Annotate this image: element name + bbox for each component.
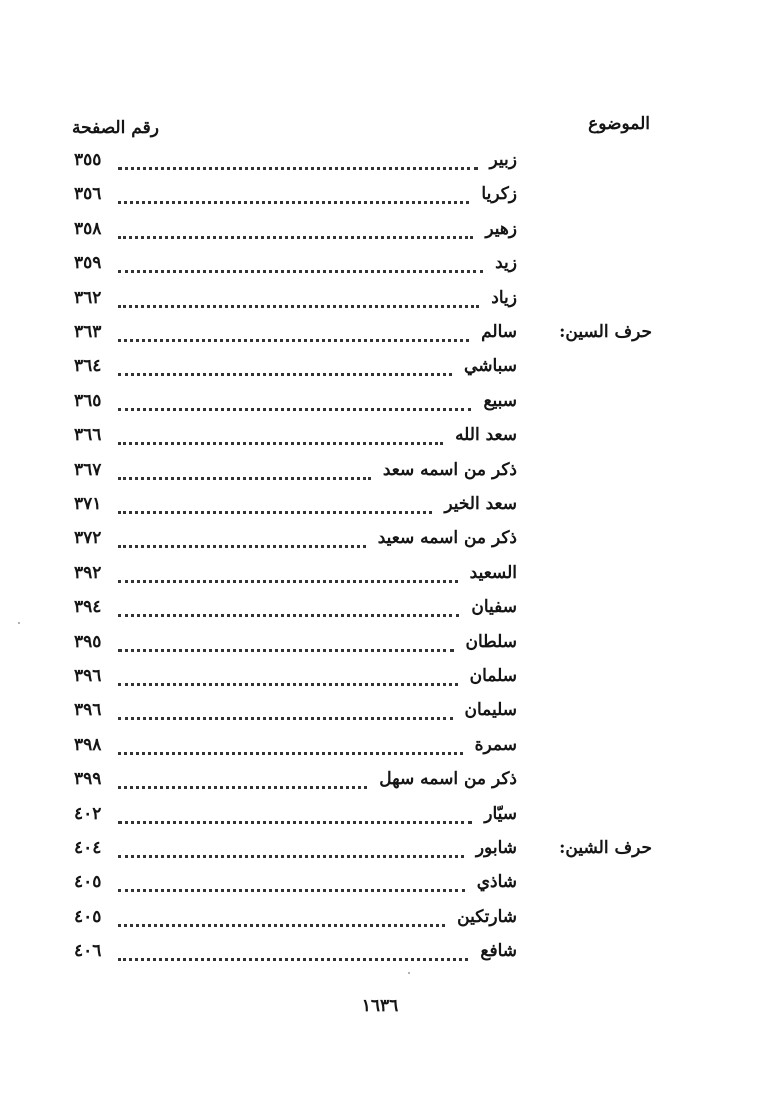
entry-page-number: ٤٠٦ — [74, 941, 102, 962]
toc-entry — [0, 937, 760, 971]
toc-entry — [0, 765, 760, 799]
dot-leader — [118, 958, 468, 961]
dot-leader — [118, 752, 463, 755]
dot-leader — [118, 305, 479, 308]
entry-page-number: ٣٩٨ — [74, 734, 102, 755]
dot-leader — [118, 201, 469, 204]
entry-page-number: ٣٦٤ — [74, 356, 102, 377]
toc-entry — [0, 524, 760, 558]
dot-leader — [118, 786, 367, 789]
toc-entry — [0, 146, 760, 180]
entry-title: سباشي — [464, 356, 517, 377]
toc-entry — [0, 834, 760, 868]
entry-title: زهير — [485, 218, 517, 239]
entry-page-number: ٤٠٤ — [74, 838, 102, 858]
dot-leader — [118, 442, 443, 445]
entry-page-number: ٣٥٩ — [74, 253, 102, 274]
dot-leader — [118, 683, 458, 686]
entry-page-number: ٣٥٨ — [74, 218, 102, 239]
scan-speck — [18, 622, 20, 624]
entry-page-number: ٣٩٢ — [74, 562, 102, 583]
entry-title: سيّار — [484, 803, 517, 824]
entry-title: شابور — [475, 838, 517, 858]
section-heading: حرف الشين: — [559, 838, 652, 858]
entry-title: ذكر من اسمه سعد — [382, 459, 517, 480]
toc-entry — [0, 318, 760, 352]
toc-entry — [0, 456, 760, 490]
toc-entry — [0, 490, 760, 524]
entry-title: سمرة — [474, 734, 517, 755]
entry-page-number: ٣٦٢ — [74, 287, 102, 308]
entry-page-number: ٣٥٦ — [74, 184, 102, 205]
dot-leader — [118, 339, 469, 342]
toc-entry — [0, 387, 760, 421]
dot-leader — [118, 924, 445, 927]
entry-title: شافع — [480, 941, 517, 962]
entry-page-number: ٣٩٩ — [74, 769, 102, 790]
dot-leader — [118, 821, 472, 824]
dot-leader — [118, 717, 453, 720]
dot-leader — [118, 889, 465, 892]
toc-entry — [0, 731, 760, 765]
entry-title: زيد — [495, 253, 517, 274]
entry-page-number: ٣٩٥ — [74, 631, 102, 652]
entry-page-number: ٣٩٦ — [74, 666, 102, 686]
entry-page-number: ٤٠٥ — [74, 872, 102, 893]
entry-title: سفيان — [471, 597, 517, 618]
entry-page-number: ٤٠٥ — [74, 906, 102, 927]
entry-title: سلطان — [465, 631, 517, 652]
entry-title: زكريا — [481, 184, 517, 205]
toc-entry — [0, 215, 760, 249]
toc-entry — [0, 662, 760, 696]
dot-leader — [118, 236, 473, 239]
toc-entry — [0, 903, 760, 937]
entry-page-number: ٣٧١ — [74, 494, 102, 514]
dot-leader — [118, 408, 471, 411]
toc-entry — [0, 352, 760, 386]
entry-page-number: ٣٧٢ — [74, 528, 102, 549]
entry-page-number: ٣٩٤ — [74, 597, 102, 618]
entry-title: سعد الله — [455, 425, 517, 446]
entry-title: سالم — [481, 322, 517, 342]
entry-title: ذكر من اسمه سهل — [379, 769, 517, 790]
entry-page-number: ٣٦٦ — [74, 425, 102, 446]
dot-leader — [118, 855, 464, 858]
entry-page-number: ٣٦٧ — [74, 459, 102, 480]
dot-leader — [118, 477, 371, 480]
dot-leader — [118, 511, 432, 514]
section-heading: حرف السين: — [559, 322, 652, 342]
toc-entry — [0, 593, 760, 627]
footer-page-number: ١٦٣٦ — [361, 996, 399, 1016]
toc-entry — [0, 628, 760, 662]
entry-title: سبيع — [483, 390, 517, 411]
toc-entry — [0, 284, 760, 318]
entry-title: سلمان — [469, 666, 517, 686]
toc-entry — [0, 559, 760, 593]
toc-entry — [0, 180, 760, 214]
toc-entry — [0, 868, 760, 902]
page-number-column-header: رقم الصفحة — [72, 118, 159, 138]
dot-leader — [118, 580, 458, 583]
topic-column-header: الموضوع — [588, 114, 650, 134]
entry-title: السعيد — [469, 562, 517, 583]
entry-title: شاذي — [476, 872, 517, 893]
dot-leader — [118, 373, 452, 376]
entry-page-number: ٤٠٢ — [74, 803, 102, 824]
entry-title: زبير — [489, 150, 517, 170]
dot-leader — [118, 649, 454, 652]
toc-entry — [0, 421, 760, 455]
dot-leader — [118, 270, 483, 273]
entry-page-number: ٣٦٥ — [74, 390, 102, 411]
entry-title: سعد الخير — [444, 494, 517, 514]
entry-page-number: ٣٩٦ — [74, 700, 102, 721]
dot-leader — [118, 614, 459, 617]
toc-entry — [0, 696, 760, 730]
dot-leader — [118, 545, 366, 548]
toc-entry — [0, 800, 760, 834]
entry-title: ذكر من اسمه سعيد — [377, 528, 517, 549]
entry-page-number: ٣٥٥ — [74, 150, 102, 170]
entry-title: زياد — [491, 287, 517, 308]
entry-title: شارتكين — [457, 906, 517, 927]
dot-leader — [118, 167, 478, 170]
toc-entry — [0, 249, 760, 283]
entry-title: سليمان — [464, 700, 517, 721]
entry-page-number: ٣٦٣ — [74, 322, 102, 342]
scan-speck — [408, 972, 410, 974]
